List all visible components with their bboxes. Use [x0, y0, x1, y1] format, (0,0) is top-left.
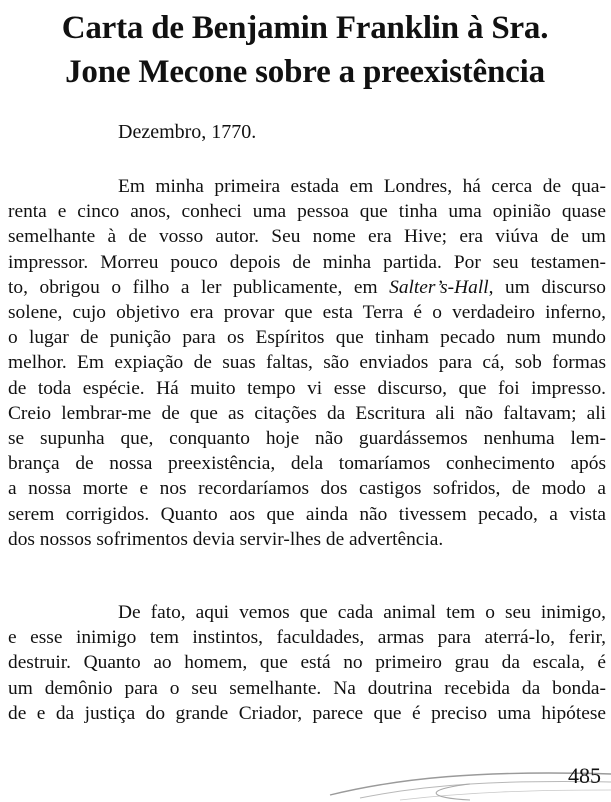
paragraph-1 — [8, 174, 606, 552]
text-line: De fato, aqui vemos que cada animal tem o seu inimigo, — [118, 602, 606, 623]
text-line: semelhante à de vosso autor. Seu nome era Hive; era viúva de um — [8, 226, 606, 248]
text-line: brança de nossa preexistência, dela tomaríamos conhecimento após — [8, 453, 606, 475]
text-segment: to, obrigou o filho a ler publicamente, em — [8, 276, 390, 298]
text-segment: , um discurso — [488, 276, 606, 298]
footer-swoosh-ornament — [0, 740, 611, 802]
chapter-title — [12, 6, 598, 94]
paragraph-2 — [8, 600, 606, 726]
text-line: se supunha que, conquanto hoje não guardássemos nenhuma lem- — [8, 428, 606, 450]
text-line: o lugar de punição para os Espíritos que tinham pecado num mundo — [8, 327, 606, 349]
italic-place-name: Salter’s-Hall — [389, 276, 489, 298]
text-line: impressor. Morreu pouco depois de minha partida. Por seu testamen- — [8, 251, 606, 273]
chapter-title-line-1: Carta de Benjamin Franklin à Sra. — [61, 10, 549, 46]
page-number: 485 — [568, 763, 601, 788]
text-line: Em minha primeira estada em Londres, há cerca de qua- — [118, 176, 606, 197]
chapter-title-line-2: Jone Mecone sobre a preexistência — [65, 54, 545, 90]
text-line-with-italic — [8, 275, 606, 300]
text-line: de toda espécie. Há muito tempo vi esse discurso, que foi impresso. — [8, 377, 606, 399]
text-line: solene, cujo objetivo era provar que esta Terra é o verdadeiro inferno, — [8, 302, 606, 324]
text-line: um demônio para o seu semelhante. Na doutrina recebida da bonda- — [8, 677, 606, 699]
text-line: serem corrigidos. Quanto aos que ainda não tivessem pecado, a vista — [8, 503, 606, 525]
text-line: renta e cinco anos, conheci uma pessoa que tinha uma opinião quase — [8, 201, 606, 223]
text-line: dos nossos sofrimentos devia servir-lhes de advertência. — [8, 528, 444, 550]
letter-date: Dezembro, 1770. — [118, 121, 257, 143]
text-line: melhor. Em expiação de suas faltas, são enviados para cá, sob formas — [8, 352, 606, 374]
text-line: a nossa morte e nos recordaríamos dos castigos sofridos, de modo a — [8, 478, 606, 500]
text-line: destruir. Quanto ao homem, que está no primeiro grau da escala, é — [8, 652, 606, 674]
text-line: Creio lembrar-me de que as citações da Escritura ali não faltavam; ali — [8, 402, 606, 424]
text-line: de e da justiça do grande Criador, parece que é preciso uma hipótese — [8, 702, 606, 724]
text-line: e esse inimigo tem instintos, faculdades, armas para aterrá-lo, ferir, — [8, 627, 606, 649]
